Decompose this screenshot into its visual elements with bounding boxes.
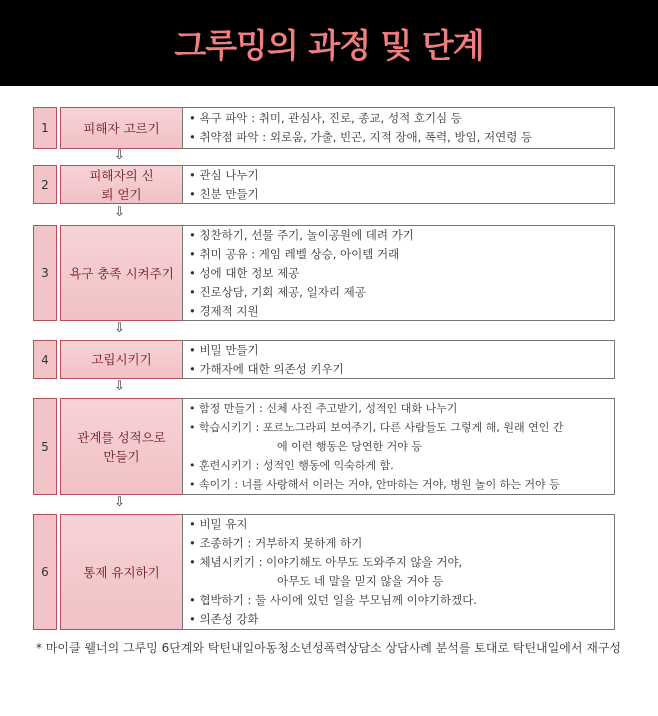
list-item: • 친분 만들기: [189, 185, 608, 204]
step-number: 4: [33, 340, 57, 379]
step-row-3: [33, 225, 615, 321]
list-item: • 체념시키기 : 이야기해도 아무도 도와주지 않을 거야,: [189, 553, 608, 572]
step-content: [182, 107, 615, 149]
step-label: 피해자의 신뢰 얻기: [60, 165, 182, 204]
step-number: 3: [33, 225, 57, 321]
step-row-6: [33, 514, 615, 630]
list-item: • 비밀 만들기: [189, 341, 608, 360]
list-item: • 협박하기 : 둘 사이에 있던 일을 부모님께 이야기하겠다.: [189, 591, 608, 610]
step-content: [182, 340, 615, 379]
page-title: 그루밍의 과정 및 단계: [174, 25, 484, 65]
step-row-1: [33, 107, 615, 149]
list-item: • 진로상담, 기회 제공, 일자리 제공: [189, 283, 608, 302]
list-item: • 칭찬하기, 선물 주기, 놀이공원에 데려 가기: [189, 226, 608, 245]
list-item: • 비밀 유지: [189, 515, 608, 534]
list-item: • 취약점 파악 : 외로움, 가출, 빈곤, 지적 장애, 폭력, 방임, 저연령 등: [189, 128, 608, 147]
step-label: 욕구 충족 시켜주기: [60, 225, 182, 321]
step-row-4: [33, 340, 615, 379]
list-item: • 속이기 : 너를 사랑해서 이러는 거야, 안마하는 거야, 병원 놀이 하는 거야 등: [189, 475, 608, 494]
list-item: • 조종하기 : 거부하지 못하게 하기: [189, 534, 608, 553]
list-item: • 욕구 파악 : 취미, 관심사, 진로, 종교, 성적 호기심 등: [189, 109, 608, 128]
down-arrow-icon: ⇩: [114, 148, 125, 163]
down-arrow-icon: ⇩: [114, 205, 125, 220]
list-item: • 취미 공유 : 게임 레벨 상승, 아이템 거래: [189, 245, 608, 264]
step-row-5: [33, 398, 615, 495]
step-content: [182, 225, 615, 321]
header-banner: [0, 0, 658, 86]
step-label: 통제 유지하기: [60, 514, 182, 630]
list-item: • 관심 나누기: [189, 166, 608, 185]
down-arrow-icon: ⇩: [114, 495, 125, 510]
list-item: • 성에 대한 정보 제공: [189, 264, 608, 283]
step-content: [182, 514, 615, 630]
step-label: 고립시키기: [60, 340, 182, 379]
list-item-continuation: 아무도 네 말을 믿지 않을 거야 등: [277, 574, 444, 588]
list-item: • 의존성 강화: [189, 610, 608, 629]
step-label: 피해자 고르기: [60, 107, 182, 149]
step-row-2: [33, 165, 615, 204]
step-label: 관계를 성적으로 만들기: [60, 398, 182, 495]
down-arrow-icon: ⇩: [114, 321, 125, 336]
footnote: * 마이클 웰너의 그루밍 6단계와 탁틴내일아동청소년성폭력상담소 상담사례 분석를 토대로 탁틴내일에서 재구성: [36, 641, 622, 655]
down-arrow-icon: ⇩: [114, 379, 125, 394]
list-item: • 훈련시키기 : 성적인 행동에 익숙하게 함.: [189, 456, 608, 475]
list-item: • 가해자에 대한 의존성 키우기: [189, 360, 608, 379]
step-content: [182, 165, 615, 204]
step-number: 2: [33, 165, 57, 204]
step-number: 5: [33, 398, 57, 495]
list-item-continuation: 에 이런 행동은 당연한 거야 등: [277, 440, 422, 453]
step-number: 1: [33, 107, 57, 149]
step-content: [182, 398, 615, 495]
list-item: • 함정 만들기 : 신체 사진 주고받기, 성적인 대화 나누기: [189, 399, 608, 418]
list-item: • 학습시키기 : 포르노그라피 보여주기, 다른 사람들도 그렇게 해, 원래 연인 간: [189, 418, 608, 437]
step-number: 6: [33, 514, 57, 630]
list-item: • 경제적 지원: [189, 302, 608, 321]
